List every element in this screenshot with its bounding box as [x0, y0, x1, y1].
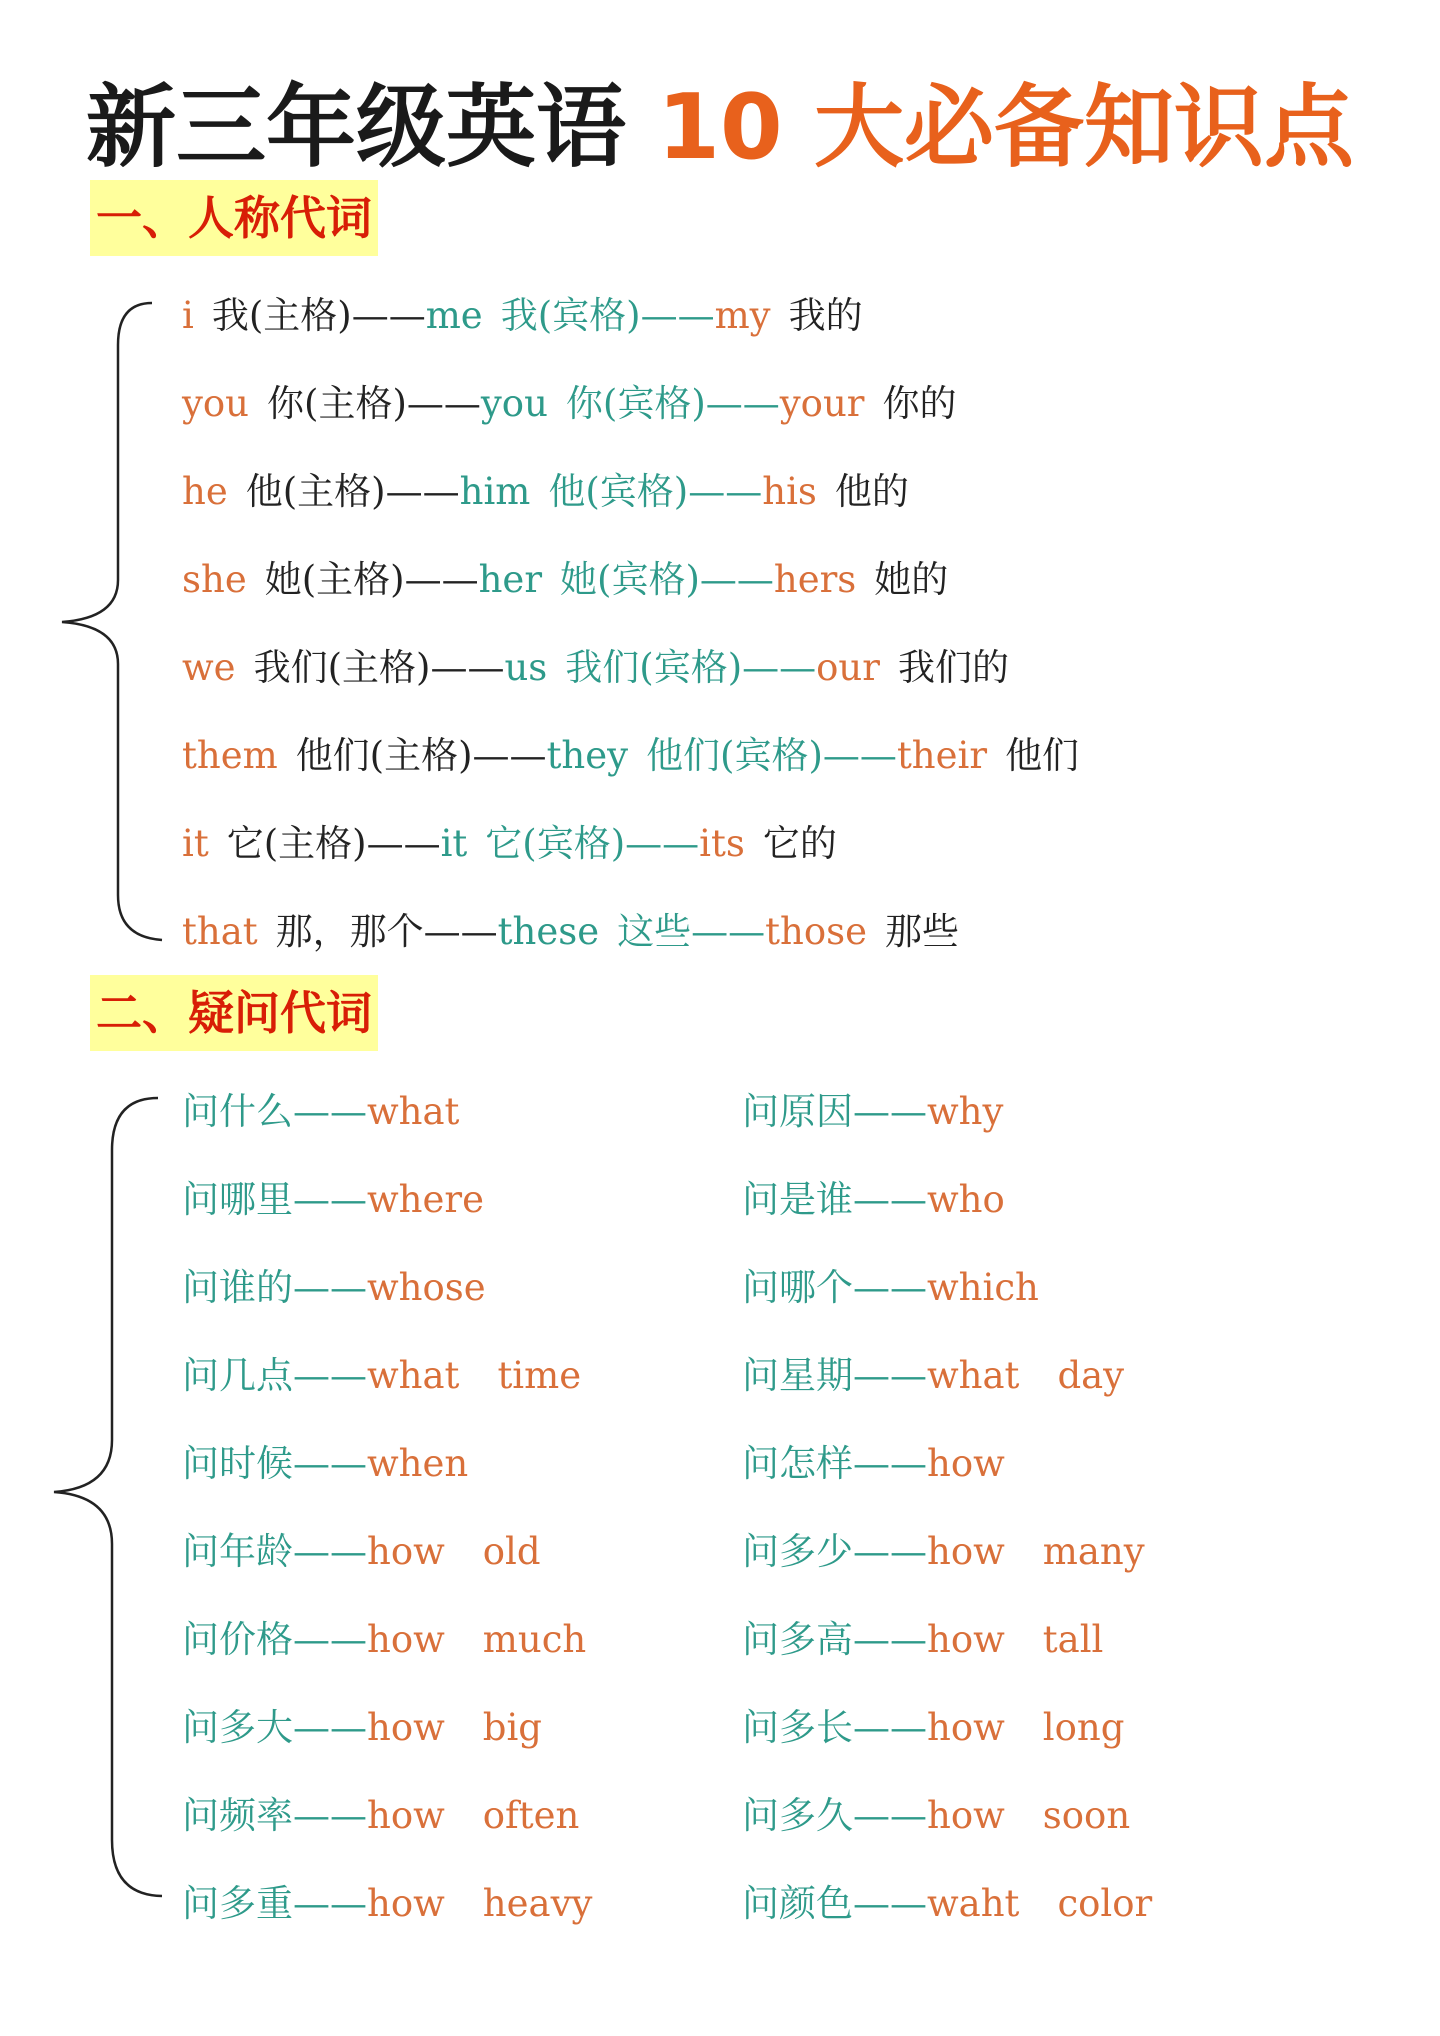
question-word: how — [927, 1530, 1005, 1573]
question-word: how — [367, 1882, 445, 1925]
pronoun-possessive-meaning: 那些 — [884, 910, 959, 953]
question-meaning: 问原因—— — [742, 1090, 927, 1133]
pronoun-possessive-meaning: 你的 — [882, 382, 957, 425]
pronoun-possessive-meaning: 我的 — [788, 294, 863, 337]
question-meaning: 问价格—— — [182, 1618, 367, 1661]
pronoun-object-meaning: 他们(宾格)—— — [646, 734, 897, 777]
pronoun-object: her — [478, 558, 543, 601]
question-word-second: soon — [1042, 1794, 1131, 1837]
pronoun-possessive: its — [699, 822, 745, 865]
pronoun-possessive: those — [765, 910, 867, 953]
question-word-row — [742, 1522, 1145, 1582]
question-word: how — [367, 1530, 445, 1573]
pronoun-object-meaning: 它(宾格)—— — [485, 822, 700, 865]
pronoun-subject: them — [182, 734, 278, 777]
question-meaning: 问谁的—— — [182, 1266, 367, 1309]
question-word: how — [367, 1618, 445, 1661]
question-word-second: many — [1042, 1530, 1145, 1573]
pronoun-subject: you — [182, 382, 250, 425]
question-meaning: 问什么—— — [182, 1090, 367, 1133]
section-heading-question-words: 二、疑问代词 — [90, 975, 378, 1051]
question-meaning: 问哪个—— — [742, 1266, 927, 1309]
question-word-row — [182, 1522, 541, 1582]
pronoun-possessive-meaning: 我们的 — [897, 646, 1009, 689]
question-meaning: 问几点—— — [182, 1354, 367, 1397]
pronoun-subject-meaning: 你(主格)—— — [267, 382, 481, 425]
pronoun-subject-meaning: 我(主格)—— — [211, 294, 426, 337]
pronoun-subject-meaning: 他们(主格)—— — [295, 734, 547, 777]
pronoun-possessive: your — [779, 382, 865, 425]
pronoun-subject: he — [182, 470, 228, 513]
question-meaning: 问多长—— — [742, 1706, 927, 1749]
question-meaning: 问多久—— — [742, 1794, 927, 1837]
question-word-row — [182, 1786, 579, 1846]
pronoun-possessive: my — [714, 294, 771, 337]
question-meaning: 问年龄—— — [182, 1530, 367, 1573]
pronoun-object-meaning: 这些—— — [617, 910, 766, 953]
pronoun-subject-meaning: 那，那个—— — [275, 910, 498, 953]
section-heading-personal-pronouns: 一、人称代词 — [90, 180, 378, 256]
pronoun-object: you — [480, 382, 548, 425]
question-word-second: big — [482, 1706, 542, 1749]
question-word-row — [742, 1610, 1103, 1670]
question-word-row — [182, 1170, 484, 1230]
pronoun-object: they — [546, 734, 629, 777]
question-word: how — [367, 1706, 445, 1749]
pronoun-subject-meaning: 她(主格)—— — [264, 558, 479, 601]
question-word-second: often — [482, 1794, 580, 1837]
question-meaning: 问是谁—— — [742, 1178, 927, 1221]
question-word-second: day — [1057, 1354, 1125, 1397]
question-word: what — [367, 1090, 460, 1133]
pronoun-object: me — [425, 294, 483, 337]
question-word: who — [927, 1178, 1005, 1221]
question-meaning: 问时候—— — [182, 1442, 367, 1485]
question-word-row — [742, 1434, 1005, 1494]
question-word-row — [742, 1082, 1003, 1142]
question-word-row — [182, 1698, 542, 1758]
question-word-second: long — [1042, 1706, 1125, 1749]
pronoun-possessive: his — [762, 470, 817, 513]
question-word-row — [182, 1874, 592, 1934]
question-meaning: 问多高—— — [742, 1618, 927, 1661]
pronoun-subject: it — [182, 822, 209, 865]
question-word-row — [182, 1346, 581, 1406]
question-meaning: 问多少—— — [742, 1530, 927, 1573]
pronoun-subject: i — [182, 294, 194, 337]
pronoun-object: us — [504, 646, 548, 689]
question-word: how — [927, 1706, 1005, 1749]
question-meaning: 问怎样—— — [742, 1442, 927, 1485]
question-word-row — [182, 1610, 586, 1670]
question-word-second: color — [1057, 1882, 1153, 1925]
question-word-row — [742, 1170, 1005, 1230]
pronoun-possessive-meaning: 他的 — [834, 470, 909, 513]
pronoun-object-meaning: 我们(宾格)—— — [565, 646, 817, 689]
pronoun-possessive-meaning: 它的 — [762, 822, 837, 865]
pronoun-object-meaning: 你(宾格)—— — [565, 382, 780, 425]
question-meaning: 问哪里—— — [182, 1178, 367, 1221]
pronoun-object: it — [440, 822, 468, 865]
question-word-row — [182, 1434, 468, 1494]
title-part-2: 10 大必备知识点 — [657, 75, 1354, 180]
question-meaning: 问星期—— — [742, 1354, 927, 1397]
question-word-row — [742, 1786, 1130, 1846]
question-word-second: heavy — [482, 1882, 593, 1925]
question-word: how — [927, 1618, 1005, 1661]
pronoun-object: these — [497, 910, 600, 953]
question-word-row — [182, 1082, 459, 1142]
question-word: whose — [367, 1266, 486, 1309]
pronoun-object-meaning: 我(宾格)—— — [500, 294, 715, 337]
pronoun-object-meaning: 他(宾格)—— — [548, 470, 763, 513]
question-meaning: 问多重—— — [182, 1882, 367, 1925]
question-word: what — [367, 1354, 460, 1397]
question-word-row — [182, 1258, 486, 1318]
pronoun-possessive-meaning: 她的 — [874, 558, 949, 601]
question-word: where — [367, 1178, 484, 1221]
pronoun-subject: we — [182, 646, 236, 689]
pronoun-subject: she — [182, 558, 247, 601]
question-word: when — [367, 1442, 469, 1485]
pronoun-possessive: their — [896, 734, 988, 777]
pronoun-possessive: hers — [773, 558, 857, 601]
question-word-second: time — [497, 1354, 582, 1397]
pronoun-object: him — [459, 470, 531, 513]
question-word: why — [927, 1090, 1004, 1133]
question-word-second: old — [482, 1530, 541, 1573]
question-word-row — [742, 1874, 1152, 1934]
title-part-1: 新三年级英语 — [86, 75, 627, 180]
question-word: how — [927, 1442, 1005, 1485]
question-word: how — [367, 1794, 445, 1837]
pronoun-subject: that — [182, 910, 258, 953]
question-meaning: 问频率—— — [182, 1794, 367, 1837]
question-word-row — [742, 1698, 1124, 1758]
question-word-row — [742, 1346, 1124, 1406]
question-word-second: much — [482, 1618, 587, 1661]
question-word: how — [927, 1794, 1005, 1837]
question-word: waht — [927, 1882, 1020, 1925]
question-word-second: tall — [1042, 1618, 1104, 1661]
question-meaning: 问多大—— — [182, 1706, 367, 1749]
pronoun-subject-meaning: 他(主格)—— — [245, 470, 460, 513]
pronoun-subject-meaning: 它(主格)—— — [226, 822, 441, 865]
pronoun-object-meaning: 她(宾格)—— — [560, 558, 774, 601]
question-meaning: 问颜色—— — [742, 1882, 927, 1925]
question-word: which — [927, 1266, 1039, 1309]
pronoun-possessive-meaning: 他们 — [1005, 734, 1080, 777]
question-word: what — [927, 1354, 1020, 1397]
pronoun-possessive: our — [816, 646, 880, 689]
question-word-row — [742, 1258, 1039, 1318]
pronoun-subject-meaning: 我们(主格)—— — [253, 646, 505, 689]
